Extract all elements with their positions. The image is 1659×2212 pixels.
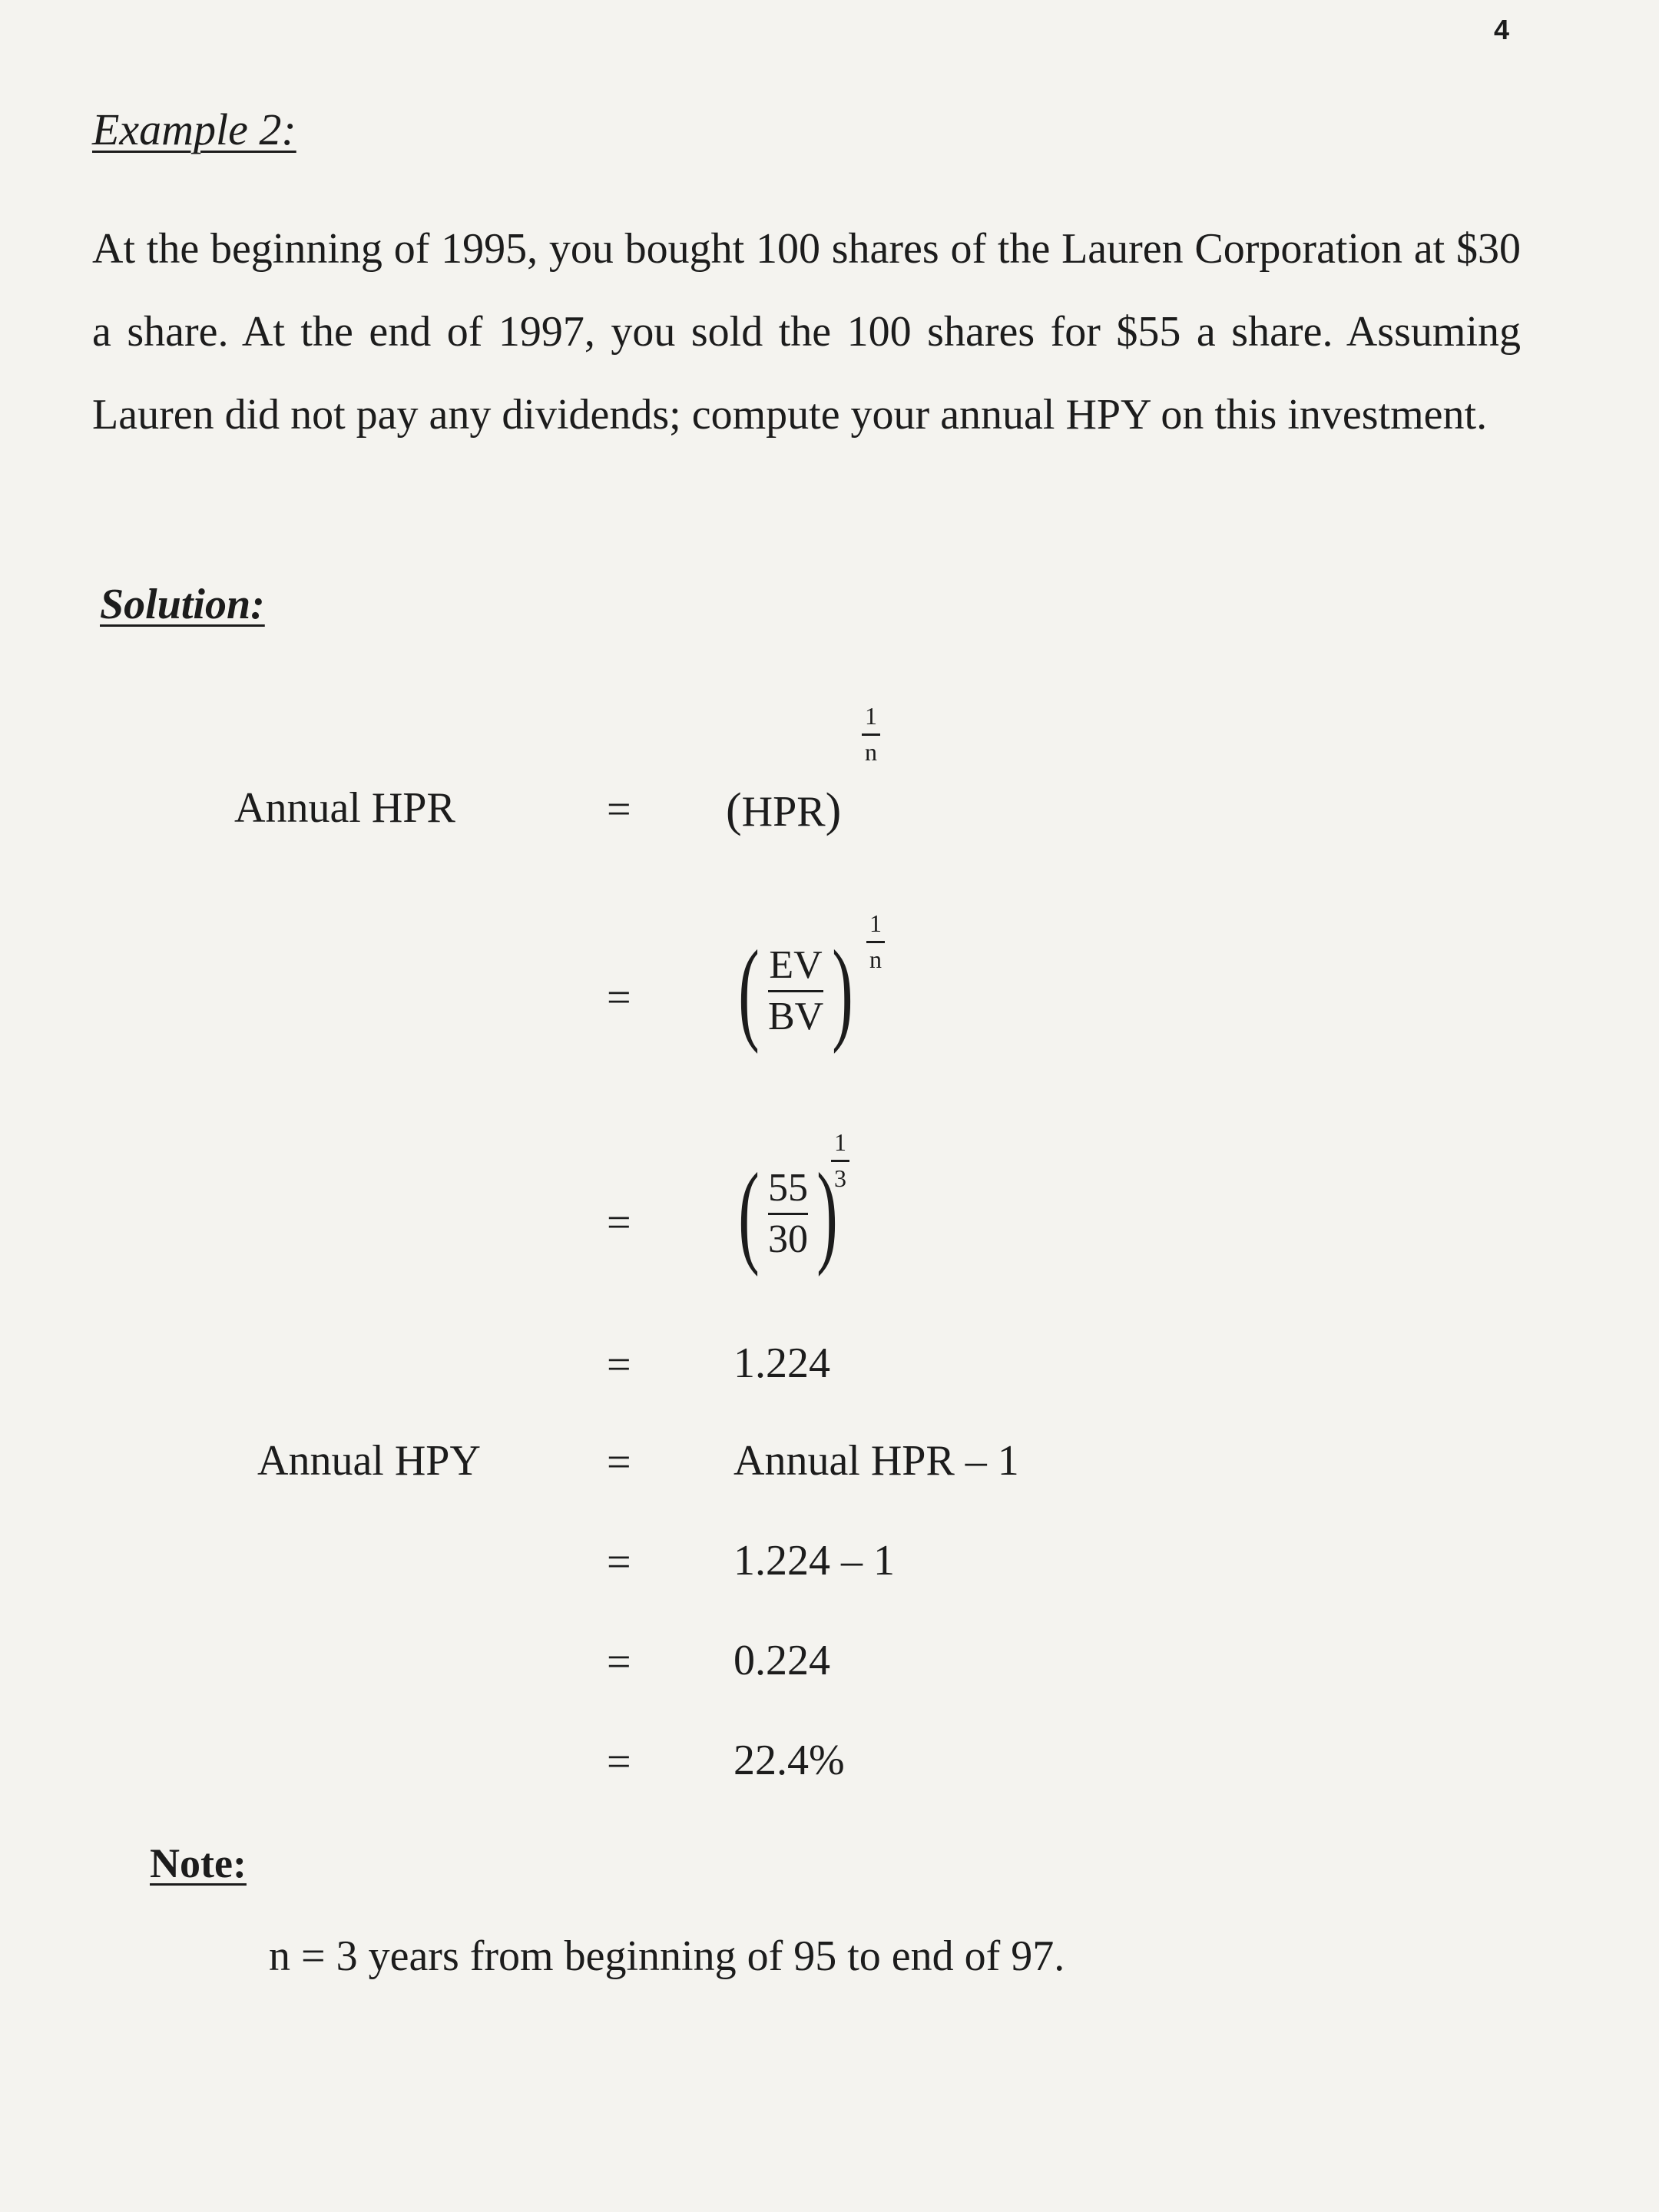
equals-sign: = [607, 1738, 631, 1786]
fraction-numerator: 55 [767, 1165, 808, 1210]
hpr-expression: (HPR) [726, 784, 842, 836]
equals-sign: = [607, 1199, 631, 1247]
equals-sign: = [607, 1638, 631, 1686]
hpr-term: HPR [741, 788, 826, 836]
eq3-exponent-denominator: 3 [834, 1164, 846, 1192]
eq2-exponent [866, 910, 885, 972]
equals-sign: = [607, 786, 631, 833]
eq2-exponent-numerator: 1 [869, 909, 882, 937]
note-title: Note: [150, 1840, 247, 1886]
annual-hpr-label: Annual HPR [234, 784, 455, 832]
equals-sign: = [607, 1538, 631, 1586]
annual-hpy-label: Annual HPY [257, 1437, 481, 1485]
eq1-exponent [862, 703, 880, 765]
eq1-exponent-denominator: n [865, 738, 877, 766]
numeric-fraction: ( $\frac{55}{30}$ ) [738, 1150, 838, 1277]
equals-sign: = [607, 1439, 631, 1486]
fraction-numerator: EV [769, 942, 823, 987]
hpr-result: 1.224 [733, 1339, 830, 1387]
ev-bv-fraction: ( $\frac{EV}{BV}$ ) [738, 927, 853, 1055]
hpy-substitution: 1.224 – 1 [733, 1537, 895, 1584]
eq2-exponent-denominator: n [869, 945, 882, 973]
hpy-percent: 22.4% [733, 1737, 845, 1784]
equals-sign: = [607, 1341, 631, 1389]
equals-sign: = [607, 974, 631, 1022]
note-text: n = 3 years from beginning of 95 to end of 97. [269, 1932, 1065, 1980]
solution-title: Solution: [100, 581, 265, 628]
eq3-exponent [831, 1129, 849, 1191]
example-title: Example 2: [92, 104, 296, 154]
fraction-denominator: 30 [767, 1217, 808, 1261]
hpy-decimal: 0.224 [733, 1637, 830, 1684]
fraction-denominator: BV [767, 994, 824, 1038]
eq1-exponent-numerator: 1 [865, 702, 877, 730]
problem-statement: At the beginning of 1995, you bought 100 shares of the Lauren Corporation at $30 a share. At the end of 1997, you sold the 100 shares for $55 a share. Assuming Lauren did not pay any dividends; compute your annual HPY on this investment. [92, 225, 1521, 439]
page-number: 4 [1494, 14, 1510, 45]
eq3-exponent-numerator: 1 [834, 1128, 846, 1156]
hpy-formula: Annual HPR – 1 [733, 1437, 1019, 1485]
